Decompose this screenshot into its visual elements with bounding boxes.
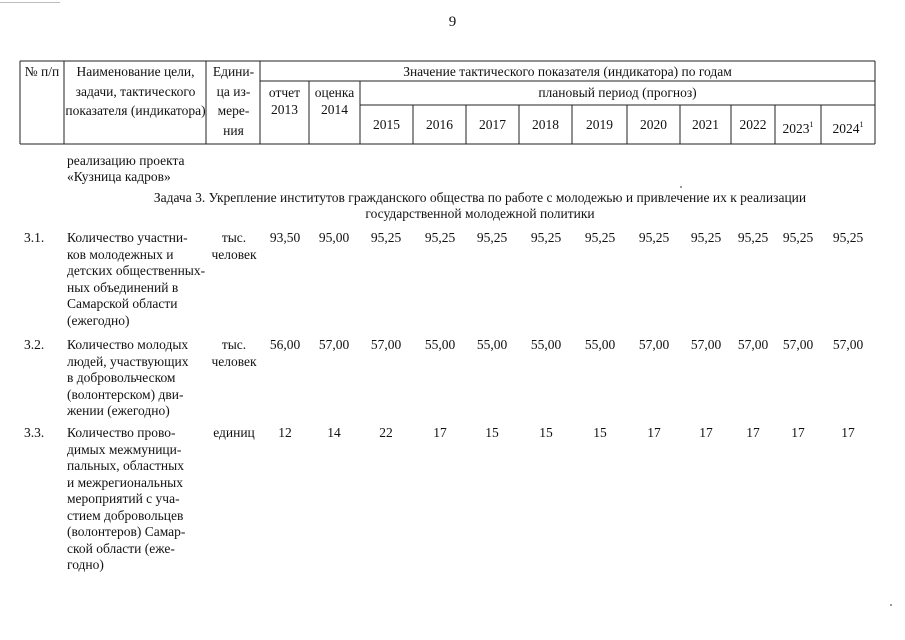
row-indicator-name-line: ской области (еже- bbox=[67, 540, 175, 556]
row-indicator-name bbox=[67, 425, 212, 574]
row-indicator-name bbox=[67, 337, 212, 420]
header-report-year: 2013 bbox=[271, 102, 298, 117]
row-value: 95,25 bbox=[584, 230, 616, 245]
row-value: 15 bbox=[593, 425, 607, 440]
row-indicator-name-line: стием добровольцев bbox=[67, 507, 184, 523]
scan-speck bbox=[890, 604, 892, 606]
header-planned-label: плановый период (прогноз) bbox=[538, 85, 697, 100]
row-value: 95,25 bbox=[476, 230, 508, 245]
header-year-2018: 2018 bbox=[532, 117, 559, 132]
row-indicator-name-line: ных объединений в bbox=[67, 279, 179, 295]
row-indicator-name-line: Количество молодых bbox=[67, 337, 189, 352]
header-year-2020: 2020 bbox=[640, 117, 667, 132]
row-value: 95,25 bbox=[832, 230, 864, 245]
row-indicator-name-line: (ежегодно) bbox=[67, 312, 130, 328]
row-indicator-name-line: (волонтеров) Самар- bbox=[67, 524, 186, 539]
row-indicator-name-line: Самарской области bbox=[67, 296, 178, 311]
header-year-2024: 2024$^1$ bbox=[832, 120, 864, 136]
row-value: 55,00 bbox=[584, 337, 616, 352]
row-indicator-name bbox=[67, 230, 212, 329]
row-value: 14 bbox=[327, 425, 341, 440]
row-unit-line: тыс. bbox=[221, 337, 247, 352]
header-col-name: Наименование цели, задачи, тактического показателя (индикатора) bbox=[65, 64, 206, 118]
task-heading: Задача 3. Укрепление институтов гражданского общества по работе с молодежью и привлечение их к реализации государственной молодежной политики bbox=[153, 190, 807, 221]
row-value: 17 bbox=[791, 425, 805, 440]
row-value: 57,00 bbox=[690, 337, 722, 352]
row-value: 12 bbox=[278, 425, 292, 440]
row-value: 17 bbox=[433, 425, 447, 440]
row-value: 95,25 bbox=[690, 230, 722, 245]
row-number: 3.1. bbox=[24, 230, 45, 245]
row-value: 55,00 bbox=[424, 337, 456, 352]
row-value: 57,00 bbox=[318, 337, 350, 352]
row-unit-line: тыс. bbox=[221, 230, 247, 245]
row-value: 95,25 bbox=[424, 230, 456, 245]
row-value: 17 bbox=[746, 425, 760, 440]
row-indicator-name-line: людей, участвующих bbox=[67, 353, 189, 369]
header-col-values: Значение тактического показателя (индикатора) по годам bbox=[403, 64, 732, 79]
row-indicator-name-line: в добровольческом bbox=[67, 370, 176, 385]
row-indicator-name-line: Количество прово- bbox=[67, 425, 176, 440]
header-col-no: № п/п bbox=[24, 64, 60, 79]
header-year-2022: 2022 bbox=[739, 117, 767, 132]
row-value: 17 bbox=[647, 425, 661, 440]
row-unit bbox=[208, 337, 260, 370]
row-value: 57,00 bbox=[737, 337, 769, 352]
row-value: 22 bbox=[379, 425, 393, 440]
row-unit-line: единиц bbox=[213, 425, 255, 440]
row-indicator-name-line: димых межмуници- bbox=[67, 441, 182, 457]
header-estimate-year: 2014 bbox=[321, 102, 348, 117]
row-value: 93,50 bbox=[269, 230, 301, 245]
header-year-2023: 2023$^1$ bbox=[782, 120, 814, 136]
row-unit-line: человек bbox=[211, 353, 257, 369]
row-value: 55,00 bbox=[530, 337, 562, 352]
row-number: 3.2. bbox=[24, 337, 45, 352]
row-value: 15 bbox=[539, 425, 553, 440]
header-report-label: отчет bbox=[268, 85, 301, 100]
row-unit bbox=[208, 230, 260, 263]
row-unit-line: человек bbox=[211, 246, 257, 262]
row-value: 95,25 bbox=[782, 230, 814, 245]
row-value: 95,25 bbox=[530, 230, 562, 245]
header-year-2015: 2015 bbox=[373, 117, 400, 132]
scan-speck bbox=[680, 186, 682, 188]
row-indicator-name-line: годно) bbox=[67, 557, 104, 572]
row-indicator-name-line: мероприятий с уча- bbox=[67, 491, 180, 506]
row-value: 15 bbox=[485, 425, 499, 440]
header-year-2016: 2016 bbox=[426, 117, 453, 132]
header-year-2017: 2017 bbox=[479, 117, 506, 132]
header-year-2021: 2021 bbox=[692, 117, 719, 132]
header-estimate-label: оценка bbox=[314, 85, 355, 100]
continuation-text: реализацию проекта «Кузница кадров» bbox=[67, 153, 185, 184]
row-unit bbox=[208, 425, 260, 442]
row-value: 57,00 bbox=[370, 337, 402, 352]
row-number: 3.3. bbox=[24, 425, 45, 440]
row-value: 95,25 bbox=[370, 230, 402, 245]
row-value: 56,00 bbox=[269, 337, 301, 352]
header-col-unit: Едини- ца из- мере- ния bbox=[212, 64, 255, 138]
row-value: 95,00 bbox=[318, 230, 350, 245]
page-number: 9 bbox=[448, 14, 457, 30]
row-value: 95,25 bbox=[638, 230, 670, 245]
row-value: 57,00 bbox=[832, 337, 864, 352]
row-indicator-name-line: детских общественных- bbox=[67, 263, 206, 278]
row-value: 17 bbox=[699, 425, 713, 440]
row-indicator-name-line: ков молодежных и bbox=[67, 246, 174, 262]
row-indicator-name-line: пальных, областных bbox=[67, 458, 184, 473]
row-value: 55,00 bbox=[476, 337, 508, 352]
row-value: 17 bbox=[841, 425, 855, 440]
row-indicator-name-line: (волонтерском) дви- bbox=[67, 386, 184, 402]
row-value: 95,25 bbox=[737, 230, 769, 245]
row-indicator-name-line: и межрегиональных bbox=[67, 474, 183, 490]
header-year-2019: 2019 bbox=[586, 117, 613, 132]
row-indicator-name-line: Количество участни- bbox=[67, 230, 188, 245]
row-value: 57,00 bbox=[638, 337, 670, 352]
row-indicator-name-line: жении (ежегодно) bbox=[67, 403, 170, 418]
row-value: 57,00 bbox=[782, 337, 814, 352]
